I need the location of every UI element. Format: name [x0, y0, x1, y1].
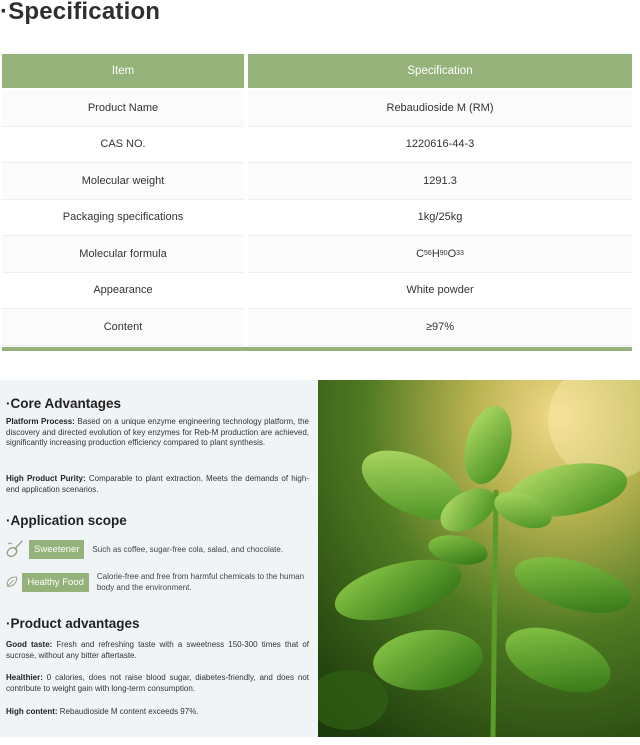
formula-element: H [431, 247, 440, 260]
row-item-cell: Product Name [2, 90, 244, 127]
paragraph-label: Platform Process: [6, 417, 75, 426]
row-spec-cell: ≥97% [248, 309, 632, 346]
table-header-row [2, 54, 632, 88]
table-body [2, 90, 632, 346]
table-row [2, 127, 632, 164]
paragraph-label: Healthier: [6, 673, 43, 682]
paragraph-label: High content: [6, 707, 58, 716]
leaf-icon [4, 571, 19, 593]
row-item-cell: Content [2, 309, 244, 346]
page-title: ·Specification [0, 0, 161, 25]
row-spec-cell: 1291.3 [248, 163, 632, 200]
paragraph-text: Fresh and refreshing taste with a sweetness 150-300 times that of sucrose, without any bitter aftertaste. [6, 640, 310, 660]
table-bottom-border [2, 347, 632, 351]
row-item-cell: Appearance [2, 273, 244, 310]
row-item-cell: Molecular formula [2, 236, 244, 273]
product-advantage-paragraph [6, 673, 309, 694]
sweetener-spoon-icon [4, 538, 26, 560]
stevia-plant-photo [318, 380, 640, 737]
paragraph-text: Based on a unique enzyme engineering technology platform, the discovery and directed evolution of key enzymes for Reb-M production are achieved, significantly increasing production efficiency compared to plant synthesis. [6, 417, 309, 447]
paragraph-label: High Product Purity: [6, 474, 86, 483]
product-advantages-title: ·Product advantages [6, 616, 140, 631]
column-header-specification: Specification [248, 54, 632, 88]
column-header-item: Item [2, 54, 244, 88]
paragraph-text: Rebaudioside M content exceeds 97%. [57, 707, 199, 716]
row-spec-cell: 1220616-44-3 [248, 127, 632, 164]
paragraph-text: Comparable to plant extraction. Meets the demands of high-end application scenarios. [6, 474, 309, 494]
healthy-food-tag: Healthy Food [22, 573, 89, 592]
row-item-cell: Packaging specifications [2, 200, 244, 237]
row-spec-cell: Rebaudioside M (RM) [248, 90, 632, 127]
row-spec-cell: White powder [248, 273, 632, 310]
sweetener-tag: Sweetener [29, 540, 84, 559]
product-advantage-paragraph [6, 707, 309, 718]
molecular-formula-cell [248, 236, 632, 273]
formula-subscript: 33 [456, 250, 464, 258]
application-scope-title: ·Application scope [6, 513, 127, 528]
info-panel [0, 380, 318, 737]
formula-subscript: 90 [439, 250, 448, 258]
core-advantage-paragraph [6, 474, 309, 495]
formula-subscript: 56 [424, 250, 432, 258]
formula-element: O [447, 247, 457, 260]
table-row [2, 236, 632, 273]
application-item [4, 571, 309, 593]
application-description: Such as coffee, sugar-free cola, salad, and chocolate. [92, 544, 284, 554]
row-item-cell: Molecular weight [2, 163, 244, 200]
row-item-cell: CAS NO. [2, 127, 244, 164]
application-description: Calorie-free and free from harmful chemicals to the human body and the environment. [96, 572, 305, 592]
product-advantage-paragraph [6, 640, 309, 661]
table-row [2, 309, 632, 346]
paragraph-label: Good taste: [6, 640, 53, 649]
core-advantages-title: ·Core Advantages [6, 396, 122, 411]
table-row [2, 273, 632, 310]
table-row [2, 90, 632, 127]
formula-element: C [416, 247, 425, 260]
table-row [2, 200, 632, 237]
stevia-plant-image [318, 380, 640, 737]
paragraph-text: 0 calories, does not raise blood sugar, diabetes-friendly, and does not contribute to weight gain with long-term consumption. [6, 673, 309, 693]
application-item [4, 538, 309, 560]
table-row [2, 163, 632, 200]
specification-table [2, 54, 632, 351]
core-advantage-paragraph [6, 417, 309, 449]
row-spec-cell: 1kg/25kg [248, 200, 632, 237]
